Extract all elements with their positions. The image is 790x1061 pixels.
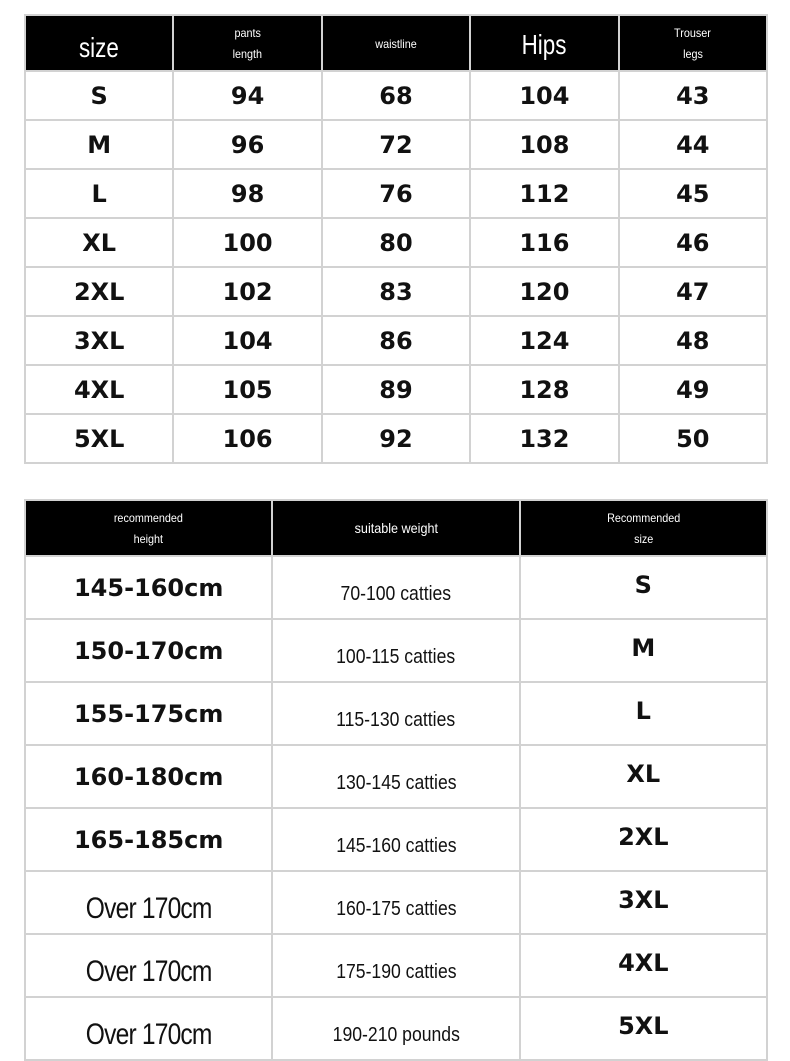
recommendation-row (25, 997, 767, 1060)
cell-hips: 116 (470, 218, 618, 267)
recommendation-row (25, 808, 767, 871)
recommendation-table (24, 499, 768, 1061)
cell-hips: 120 (470, 267, 618, 316)
cell-recommended-size: 3XL (520, 871, 767, 934)
cell-pants-length: 96 (173, 120, 321, 169)
cell-suitable-weight: 160-175 catties (272, 871, 519, 934)
cell-suitable-weight: 130-145 catties (272, 745, 519, 808)
header-recommended-height: recommended height (25, 500, 272, 556)
header-recommended-size: Recommended size (520, 500, 767, 556)
cell-size: 5XL (25, 414, 173, 463)
cell-size: M (25, 120, 173, 169)
size-chart-table (24, 14, 768, 464)
cell-hips: 124 (470, 316, 618, 365)
cell-trouser-legs: 45 (619, 169, 767, 218)
cell-suitable-weight: 115-130 catties (272, 682, 519, 745)
cell-waistline: 80 (322, 218, 470, 267)
cell-trouser-legs: 43 (619, 71, 767, 120)
cell-recommended-size: M (520, 619, 767, 682)
cell-recommended-size: 2XL (520, 808, 767, 871)
cell-recommended-height: 150-170cm (25, 619, 272, 682)
cell-recommended-size: 4XL (520, 934, 767, 997)
cell-hips: 108 (470, 120, 618, 169)
cell-recommended-height: Over 170cm (25, 871, 272, 934)
cell-recommended-size: S (520, 556, 767, 619)
cell-waistline: 86 (322, 316, 470, 365)
cell-recommended-height: 165-185cm (25, 808, 272, 871)
recommendation-row (25, 556, 767, 619)
cell-suitable-weight: 175-190 catties (272, 934, 519, 997)
cell-trouser-legs: 50 (619, 414, 767, 463)
cell-trouser-legs: 48 (619, 316, 767, 365)
cell-waistline: 89 (322, 365, 470, 414)
cell-size: 2XL (25, 267, 173, 316)
cell-pants-length: 105 (173, 365, 321, 414)
cell-waistline: 76 (322, 169, 470, 218)
cell-trouser-legs: 49 (619, 365, 767, 414)
size-chart-row (25, 169, 767, 218)
size-chart-header-row (25, 15, 767, 71)
cell-pants-length: 106 (173, 414, 321, 463)
cell-suitable-weight: 190-210 pounds (272, 997, 519, 1060)
header-size: size (25, 15, 173, 71)
cell-size: 3XL (25, 316, 173, 365)
header-trouser-legs: Trouser legs (619, 15, 767, 71)
cell-trouser-legs: 44 (619, 120, 767, 169)
cell-size: XL (25, 218, 173, 267)
cell-pants-length: 104 (173, 316, 321, 365)
cell-waistline: 92 (322, 414, 470, 463)
cell-recommended-size: L (520, 682, 767, 745)
header-waistline: waistline (322, 15, 470, 71)
cell-pants-length: 102 (173, 267, 321, 316)
cell-recommended-size: XL (520, 745, 767, 808)
recommendation-row (25, 934, 767, 997)
recommendation-row (25, 619, 767, 682)
size-chart-row (25, 218, 767, 267)
header-pants-length: pants length (173, 15, 321, 71)
recommendation-row (25, 682, 767, 745)
size-chart-row (25, 365, 767, 414)
cell-pants-length: 98 (173, 169, 321, 218)
recommendation-row (25, 745, 767, 808)
cell-waistline: 83 (322, 267, 470, 316)
cell-waistline: 68 (322, 71, 470, 120)
cell-trouser-legs: 46 (619, 218, 767, 267)
size-chart-row (25, 316, 767, 365)
size-chart-row (25, 120, 767, 169)
cell-suitable-weight: 70-100 catties (272, 556, 519, 619)
cell-recommended-height: Over 170cm (25, 934, 272, 997)
cell-trouser-legs: 47 (619, 267, 767, 316)
cell-recommended-size: 5XL (520, 997, 767, 1060)
cell-suitable-weight: 145-160 catties (272, 808, 519, 871)
cell-recommended-height: 155-175cm (25, 682, 272, 745)
size-chart-row (25, 71, 767, 120)
cell-size: L (25, 169, 173, 218)
recommendation-row (25, 871, 767, 934)
size-chart-row (25, 267, 767, 316)
cell-size: 4XL (25, 365, 173, 414)
cell-hips: 104 (470, 71, 618, 120)
header-hips: Hips (470, 15, 618, 71)
cell-pants-length: 100 (173, 218, 321, 267)
cell-pants-length: 94 (173, 71, 321, 120)
cell-recommended-height: Over 170cm (25, 997, 272, 1060)
cell-recommended-height: 160-180cm (25, 745, 272, 808)
cell-waistline: 72 (322, 120, 470, 169)
cell-size: S (25, 71, 173, 120)
recommendation-header-row (25, 500, 767, 556)
cell-hips: 132 (470, 414, 618, 463)
size-chart-row (25, 414, 767, 463)
cell-recommended-height: 145-160cm (25, 556, 272, 619)
cell-hips: 112 (470, 169, 618, 218)
header-suitable-weight: suitable weight (272, 500, 519, 556)
cell-hips: 128 (470, 365, 618, 414)
cell-suitable-weight: 100-115 catties (272, 619, 519, 682)
